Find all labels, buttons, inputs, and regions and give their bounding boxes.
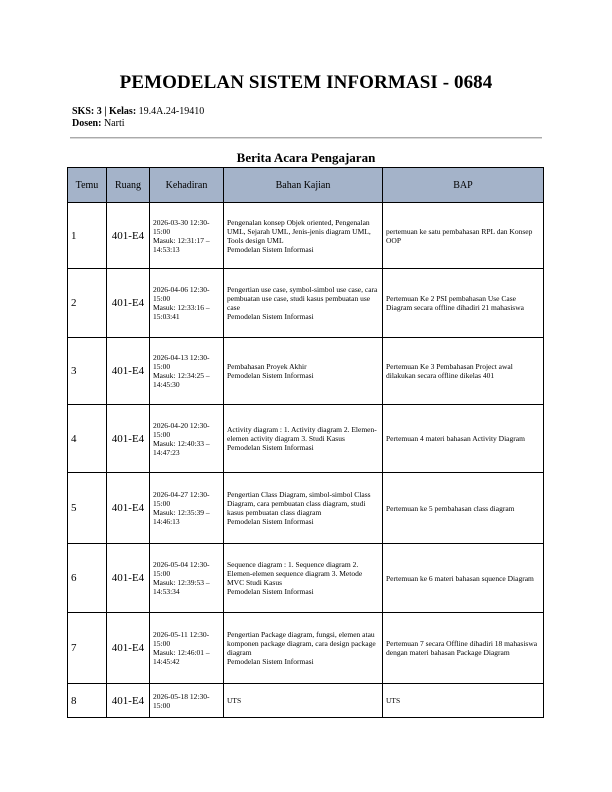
cell-kehadiran <box>150 338 224 405</box>
cell-ruang: 401-E4 <box>107 338 150 405</box>
cell-temu: 4 <box>68 405 107 473</box>
jadwal-text: 2026-03-30 12:30-15:00 <box>153 217 210 236</box>
dosen-label: Dosen: <box>72 118 102 129</box>
cell-ruang: 401-E4 <box>107 473 150 544</box>
jadwal-text: 2026-04-20 12:30-15:00 <box>153 420 210 439</box>
course-meta <box>72 106 204 130</box>
bahan-course-text: Pemodelan Sistem Informasi <box>227 517 314 526</box>
cell-bap: Pertemuan ke 6 materi bahasan squence Diagram <box>383 544 544 613</box>
dosen-value: Narti <box>103 118 125 129</box>
bahan-topic-text: Pengenalan konsep Objek oriented, Pengenalan UML, Sejarah UML, Jenis-jenis diagram UML, Tools design UML <box>227 217 371 245</box>
cell-temu: 1 <box>68 203 107 269</box>
table-row <box>68 684 544 718</box>
jadwal-text: 2026-04-27 12:30-15:00 <box>153 490 210 508</box>
kelas-value: 19.4A.24-19410 <box>138 106 205 117</box>
cell-bahan-kajian <box>224 473 383 544</box>
table-header-row <box>68 168 544 203</box>
bahan-topic-text: Activity diagram : 1. Activity diagram 2. Elemen-elemen activity diagram 3. Studi Kasus <box>227 425 377 443</box>
column-header-bap: BAP <box>383 168 544 203</box>
jadwal-text: 2026-04-06 12:30-15:00 <box>153 285 210 303</box>
section-title: Berita Acara Pengajaran <box>236 150 376 165</box>
column-header-kehadiran: Kehadiran <box>150 168 224 203</box>
table-row <box>68 269 544 338</box>
cell-kehadiran <box>150 269 224 338</box>
masuk-text: Masuk: 12:40:33 – 14:47:23 <box>153 438 210 457</box>
cell-bap: Pertemuan 4 materi bahasan Activity Diagram <box>383 405 544 473</box>
column-header-bahan-kajian: Bahan Kajian <box>224 168 383 203</box>
table-row <box>68 405 544 473</box>
cell-temu: 8 <box>68 684 107 718</box>
masuk-text: Masuk: 12:31:17 – 14:53:13 <box>153 235 210 254</box>
bahan-topic-text: UTS <box>227 696 242 705</box>
cell-kehadiran <box>150 684 224 718</box>
table-row <box>68 544 544 613</box>
cell-ruang: 401-E4 <box>107 405 150 473</box>
table-row <box>68 473 544 544</box>
cell-temu: 5 <box>68 473 107 544</box>
cell-bap: Pertemuan Ke 2 PSI pembahasan Use Case Diagram secara offline dihadiri 21 mahasiswa <box>383 269 544 338</box>
jadwal-text: 2026-04-13 12:30-15:00 <box>153 353 210 371</box>
masuk-text: Masuk: 12:35:39 – 14:46:13 <box>153 508 210 526</box>
bahan-course-text: Pemodelan Sistem Informasi <box>227 587 314 596</box>
cell-temu: 7 <box>68 613 107 684</box>
bahan-topic-text: Pembahasan Proyek Akhir <box>227 362 307 371</box>
cell-kehadiran <box>150 203 224 269</box>
jadwal-text: 2026-05-04 12:30-15:00 <box>153 560 210 578</box>
cell-ruang: 401-E4 <box>107 544 150 613</box>
cell-bap: Pertemuan Ke 3 Pembahasan Project awal dilakukan secara offline dikelas 401 <box>383 338 544 405</box>
column-header-temu: Temu <box>68 168 107 203</box>
bahan-topic-text: Pengertian use case, symbol-simbol use case, cara pembuatan use case, studi kasus pembuatan use case <box>227 285 378 312</box>
table-row <box>68 613 544 684</box>
cell-bahan-kajian <box>224 684 383 718</box>
cell-ruang: 401-E4 <box>107 684 150 718</box>
bahan-topic-text: Sequence diagram : 1. Sequence diagram 2. Elemen-elemen sequence diagram 3. Metode MVC Studi Kasus <box>227 560 363 587</box>
bahan-topic-text: Pengertian Class Diagram, simbol-simbol Class Diagram, cara pembuatan class diagram, studi kasus pembuatan class diagram <box>227 490 371 517</box>
jadwal-text: 2026-05-11 12:30-15:00 <box>153 630 210 648</box>
sks-value: 3 <box>96 106 102 117</box>
bahan-topic-text: Pengertian Package diagram, fungsi, elemen atau komponen package diagram, cara design package diagram <box>227 630 376 657</box>
column-header-ruang: Ruang <box>107 168 150 203</box>
divider <box>70 137 542 138</box>
cell-bap: pertemuan ke satu pembahasan RPL dan Konsep OOP <box>383 203 544 269</box>
table-row <box>68 338 544 405</box>
cell-kehadiran <box>150 473 224 544</box>
cell-ruang: 401-E4 <box>107 613 150 684</box>
cell-bahan-kajian <box>224 269 383 338</box>
table-row <box>68 203 544 269</box>
masuk-text: Masuk: 12:39:53 – 14:53:34 <box>153 578 210 596</box>
cell-bap: Pertemuan 7 secara Offline dihadiri 18 mahasiswa dengan materi bahasan Package Diagram <box>383 613 544 684</box>
cell-ruang: 401-E4 <box>107 269 150 338</box>
masuk-text: Masuk: 12:34:25 – 14:45:30 <box>153 371 210 389</box>
masuk-text: Masuk: 12:46:01 – 14:45:42 <box>153 648 210 666</box>
cell-temu: 2 <box>68 269 107 338</box>
cell-bahan-kajian <box>224 203 383 269</box>
cell-bahan-kajian <box>224 544 383 613</box>
kelas-label: Kelas: <box>108 106 137 117</box>
bahan-course-text: Pemodelan Sistem Informasi <box>227 371 314 380</box>
cell-bahan-kajian <box>224 405 383 473</box>
meta-line-2 <box>72 118 204 130</box>
cell-kehadiran <box>150 405 224 473</box>
bahan-course-text: Pemodelan Sistem Informasi <box>227 657 314 666</box>
jadwal-text: 2026-05-18 12:30-15:00 <box>153 691 210 710</box>
bahan-course-text: Pemodelan Sistem Informasi <box>227 244 314 254</box>
cell-bap: Pertemuan ke 5 pembahasan class diagram <box>383 473 544 544</box>
sks-label: SKS: <box>72 106 95 117</box>
bahan-course-text: Pemodelan Sistem Informasi <box>227 443 314 452</box>
masuk-text: Masuk: 12:33:16 – 15:03:41 <box>153 303 210 321</box>
meta-line-1: SKS: 3 | Kelas: 19.4A.24-19410 <box>72 106 205 117</box>
cell-temu: 3 <box>68 338 107 405</box>
cell-bahan-kajian <box>224 338 383 405</box>
bap-table <box>67 167 544 718</box>
cell-bap: UTS <box>383 684 544 718</box>
cell-bahan-kajian <box>224 613 383 684</box>
cell-temu: 6 <box>68 544 107 613</box>
cell-kehadiran <box>150 544 224 613</box>
course-title: PEMODELAN SISTEM INFORMASI - 0684 <box>119 72 493 93</box>
cell-ruang: 401-E4 <box>107 203 150 269</box>
bahan-course-text: Pemodelan Sistem Informasi <box>227 312 314 321</box>
cell-kehadiran <box>150 613 224 684</box>
